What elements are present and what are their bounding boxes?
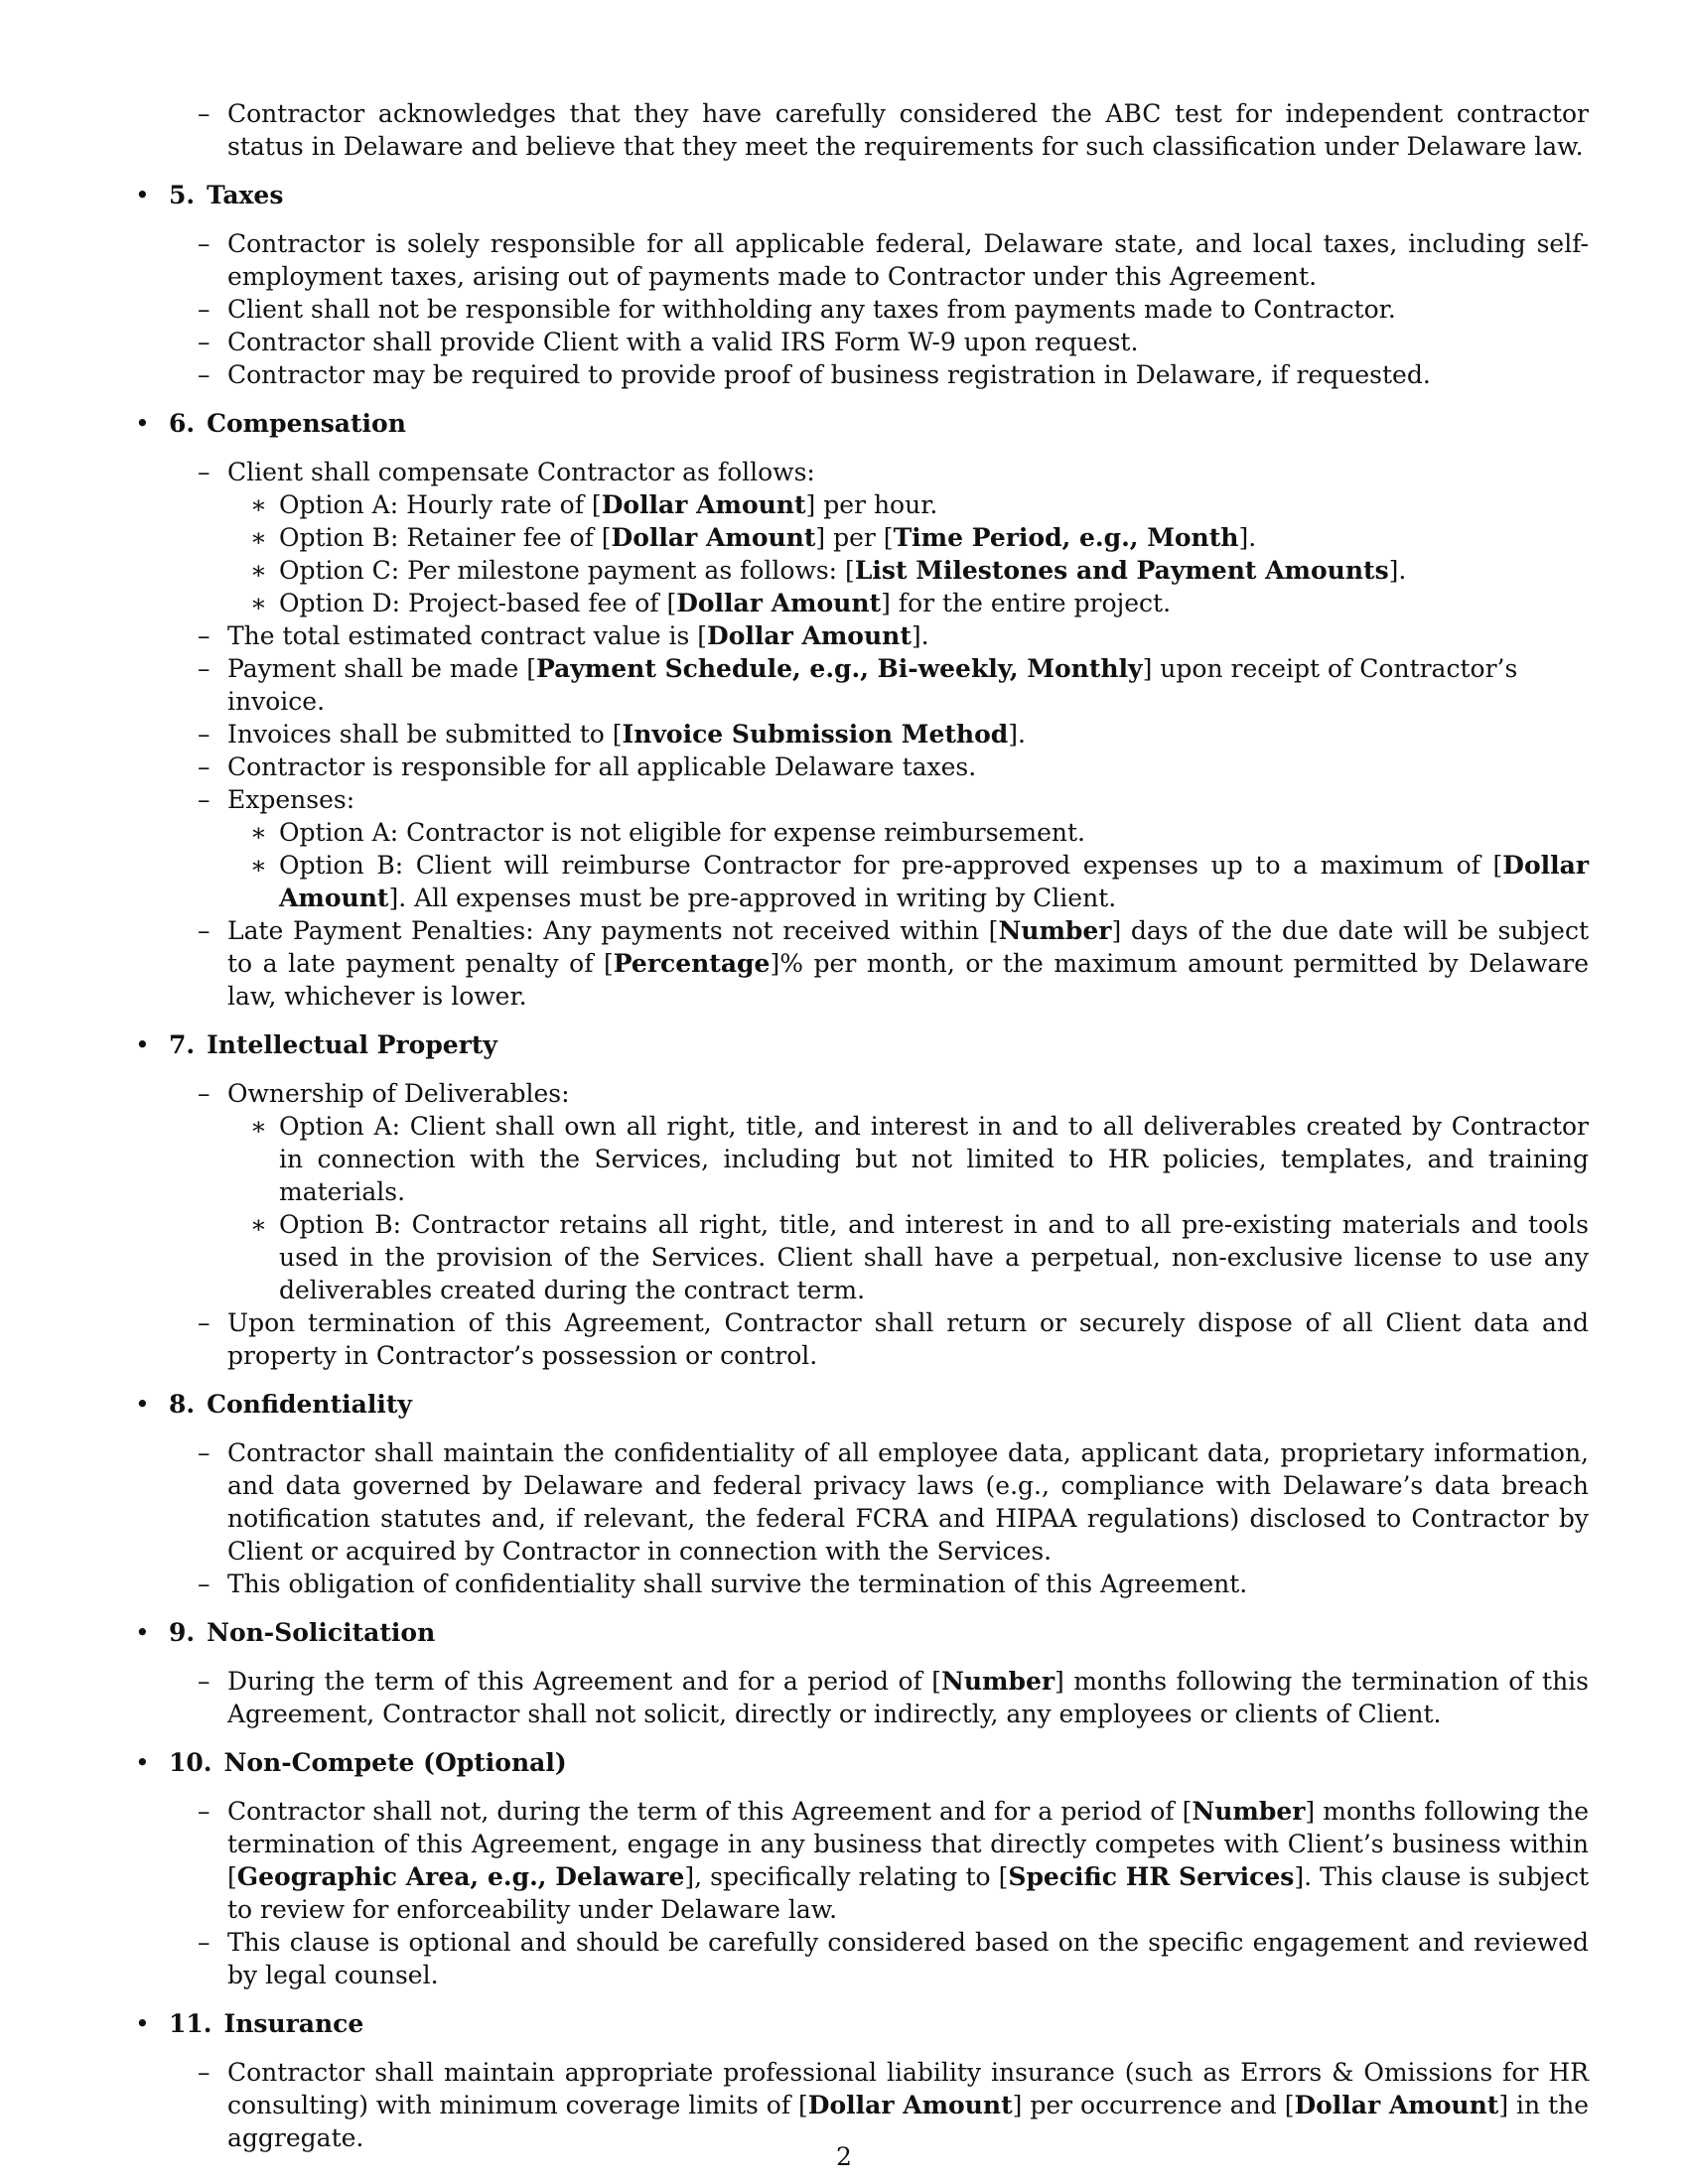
option-item: ∗ Option A: Contractor is not eligible for expense reimbursement. [250, 818, 1085, 847]
agreement-body [135, 97, 1589, 2154]
section-heading-confidentiality: • 8. Confidentiality [135, 1390, 412, 1419]
section-heading-intellectual-property: • 7. Intellectual Property [135, 1030, 497, 1059]
list-item: – Payment shall be made [Payment Schedule, e.g., Bi-weekly, Monthly] upon receipt of Contractor’s invoice. [198, 654, 1518, 716]
option-item: ∗ Option C: Per milestone payment as follows: [List Milestones and Payment Amounts]. [250, 556, 1407, 585]
option-item: ∗ Option B: Retainer fee of [Dollar Amount] per [Time Period, e.g., Month]. [250, 523, 1257, 552]
option-item: ∗ Option B: Client will reimburse Contractor for pre-approved expenses up to a maximum of [Dollar Amount]. All expenses must be pre-approved in writing by Client. [250, 851, 1589, 912]
option-item: ∗ Option A: Client shall own all right, title, and interest in and to all deliverables created by Contractor in connection with the Services, including but not limited to HR policies, templates, and training materials. [250, 1112, 1589, 1206]
list-item: – Contractor acknowledges that they have carefully considered the ABC test for independent contractor status in Delaware and believe that they meet the requirements for such classification under Delaware law. [198, 99, 1589, 161]
list-item: – Client shall not be responsible for withholding any taxes from payments made to Contractor. [198, 295, 1396, 324]
bullet-icon: • [135, 181, 150, 209]
option-item: ∗ Option A: Hourly rate of [Dollar Amount] per hour. [250, 490, 938, 519]
section-heading-non-solicitation: • 9. Non-Solicitation [135, 1618, 436, 1647]
list-item: – Contractor is solely responsible for all applicable federal, Delaware state, and local taxes, including self-employment taxes, arising out of payments made to Contractor under this Agreement. [198, 229, 1589, 291]
list-item: – Client shall compensate Contractor as follows: [198, 458, 815, 486]
section-heading-taxes: • 5. Taxes [135, 181, 284, 209]
page-number: 2 [836, 2142, 852, 2171]
dash-bullet: – [198, 99, 211, 128]
list-item: – Late Payment Penalties: Any payments not received within [Number] days of the due date will be subject to a late payment penalty of [Percentage]% per month, or the maximum amount permitted by Delaware law, whichever is lower. [198, 916, 1589, 1011]
list-item: – This obligation of confidentiality shall survive the termination of this Agreement. [198, 1570, 1248, 1598]
option-item: ∗ Option B: Contractor retains all right, title, and interest in and to all pre-existing materials and tools used in the provision of the Services. Client shall have a perpetual, non-exclusive license to use any deliverables created during the contract term. [250, 1210, 1589, 1304]
list-item: – Contractor shall maintain appropriate professional liability insurance (such as Errors & Omissions for HR consulting) with minimum coverage limits of [Dollar Amount] per occurrence and [Dollar Amount] in the aggregate. [198, 2058, 1590, 2152]
list-item: – Contractor is responsible for all applicable Delaware taxes. [198, 752, 977, 781]
bullet-icon: • [135, 1748, 150, 1777]
list-item: – Upon termination of this Agreement, Contractor shall return or securely dispose of all Client data and property in Contractor’s possession or control. [198, 1308, 1589, 1370]
bullet-icon: • [135, 1030, 150, 1059]
list-item: – The total estimated contract value is [Dollar Amount]. [198, 621, 929, 650]
list-item: – Contractor shall maintain the confidentiality of all employee data, applicant data, proprietary information, and data governed by Delaware and federal privacy laws (e.g., compliance with Delaware’s data breach notification statutes and, if relevant, the federal FCRA and HIPAA regulations) disclosed to Contractor by Client or acquired by Contractor in connection with the Services. [198, 1438, 1589, 1566]
section-heading-insurance: • 11. Insurance [135, 2009, 364, 2038]
bullet-icon: • [135, 409, 150, 438]
bullet-icon: • [135, 1390, 150, 1419]
list-item: – During the term of this Agreement and for a period of [Number] months following the termination of this Agreement, Contractor shall not solicit, directly or indirectly, any employees or clients of Client. [198, 1667, 1589, 1728]
list-item: – Invoices shall be submitted to [Invoice Submission Method]. [198, 720, 1026, 749]
bullet-icon: • [135, 2009, 150, 2038]
bullet-icon: • [135, 1618, 150, 1647]
option-item: ∗ Option D: Project-based fee of [Dollar Amount] for the entire project. [250, 589, 1172, 617]
list-item: – Contractor shall not, during the term of this Agreement and for a period of [Number] months following the termination of this Agreement, engage in any business that directly competes with Client’s business within [Geographic Area, e.g., Delaware], specifically relating to [Specific HR Services]. This clause is subject to review for enforceability under Delaware law. [198, 1797, 1589, 1924]
section-heading-non-compete: • 10. Non-Compete (Optional) [135, 1748, 567, 1777]
list-item: – Ownership of Deliverables: [198, 1079, 570, 1108]
list-item: – This clause is optional and should be carefully considered based on the specific engagement and reviewed by legal counsel. [198, 1928, 1589, 1989]
list-item: – Contractor shall provide Client with a valid IRS Form W-9 upon request. [198, 328, 1139, 356]
list-item: – Contractor may be required to provide proof of business registration in Delaware, if requested. [198, 360, 1431, 389]
list-item: – Expenses: [198, 785, 355, 814]
section-heading-compensation: • 6. Compensation [135, 409, 406, 438]
